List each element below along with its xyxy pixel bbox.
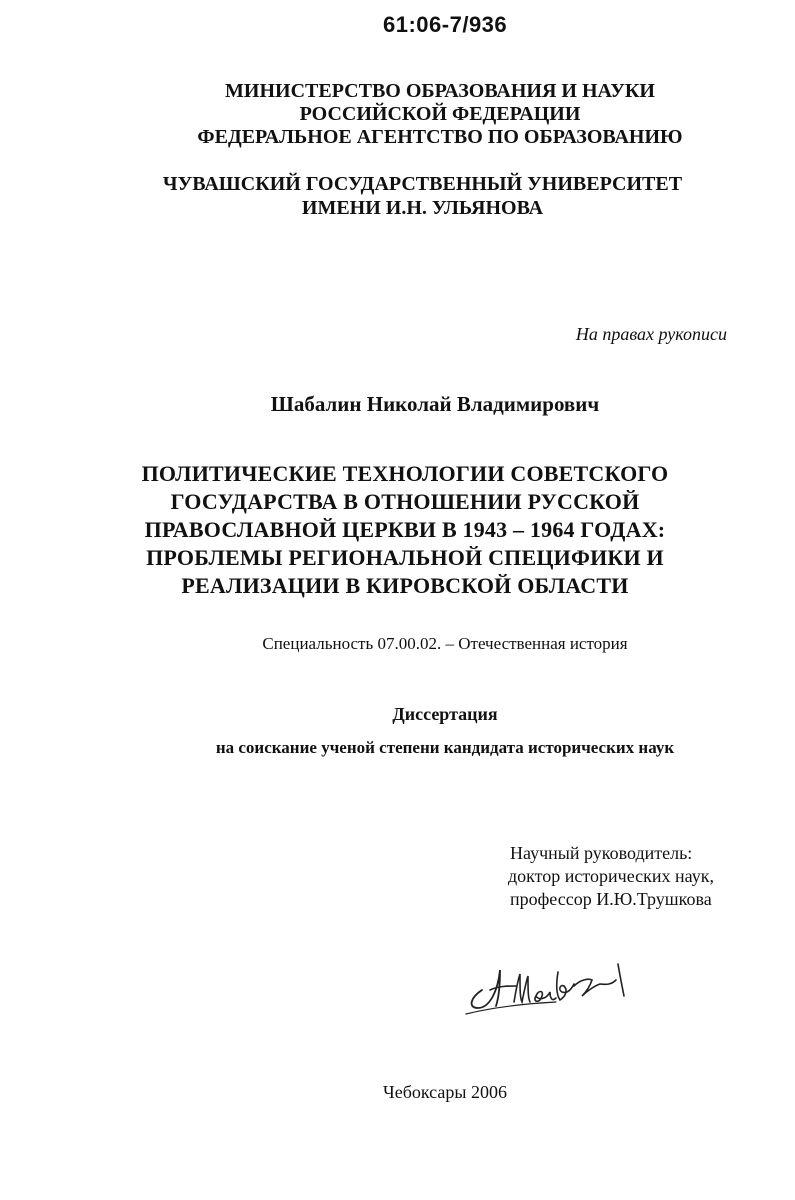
author-name: Шабалин Николай Владимирович [270, 392, 600, 416]
dissertation-label: Диссертация [392, 704, 498, 724]
catalog-number: 61:06-7/936 [383, 12, 508, 37]
title-line-1: ПОЛИТИЧЕСКИЕ ТЕХНОЛОГИИ СОВЕТСКОГО [141, 461, 669, 486]
title-line-5: РЕАЛИЗАЦИИ В КИРОВСКОЙ ОБЛАСТИ [181, 573, 629, 598]
supervisor-degree: доктор исторических наук, [508, 866, 714, 886]
signature-scribble [460, 950, 650, 1020]
ministry-line-1: МИНИСТЕРСТВО ОБРАЗОВАНИЯ И НАУКИ [225, 80, 655, 102]
university-line-1: ЧУВАШСКИЙ ГОСУДАРСТВЕННЫЙ УНИВЕРСИТЕТ [162, 173, 683, 195]
ministry-line-2: РОССИЙСКОЙ ФЕДЕРАЦИИ [299, 103, 581, 125]
ministry-header [0, 80, 795, 149]
title-line-3: ПРАВОСЛАВНОЙ ЦЕРКВИ В 1943 – 1964 ГОДАХ: [144, 517, 666, 542]
ministry-line-3: ФЕДЕРАЛЬНОЕ АГЕНТСТВО ПО ОБРАЗОВАНИЮ [197, 126, 683, 148]
dissertation-title [0, 460, 795, 600]
supervisor-block [510, 842, 714, 911]
university-line-2: ИМЕНИ И.Н. УЛЬЯНОВА [301, 197, 544, 219]
supervisor-name: профессор И.Ю.Трушкова [510, 889, 712, 909]
dissertation-purpose: на соискание ученой степени кандидата исторических наук [215, 738, 675, 757]
signature [460, 950, 650, 1025]
title-line-2: ГОСУДАРСТВА В ОТНОШЕНИИ РУССКОЙ [170, 489, 640, 514]
title-line-4: ПРОБЛЕМЫ РЕГИОНАЛЬНОЙ СПЕЦИФИКИ И [146, 545, 664, 570]
rights-note: На правах рукописи [575, 324, 727, 344]
university-header [0, 172, 795, 220]
city-year: Чебоксары 2006 [383, 1082, 507, 1102]
specialty: Специальность 07.00.02. – Отечественная история [262, 634, 628, 653]
supervisor-label: Научный руководитель: [510, 843, 693, 863]
